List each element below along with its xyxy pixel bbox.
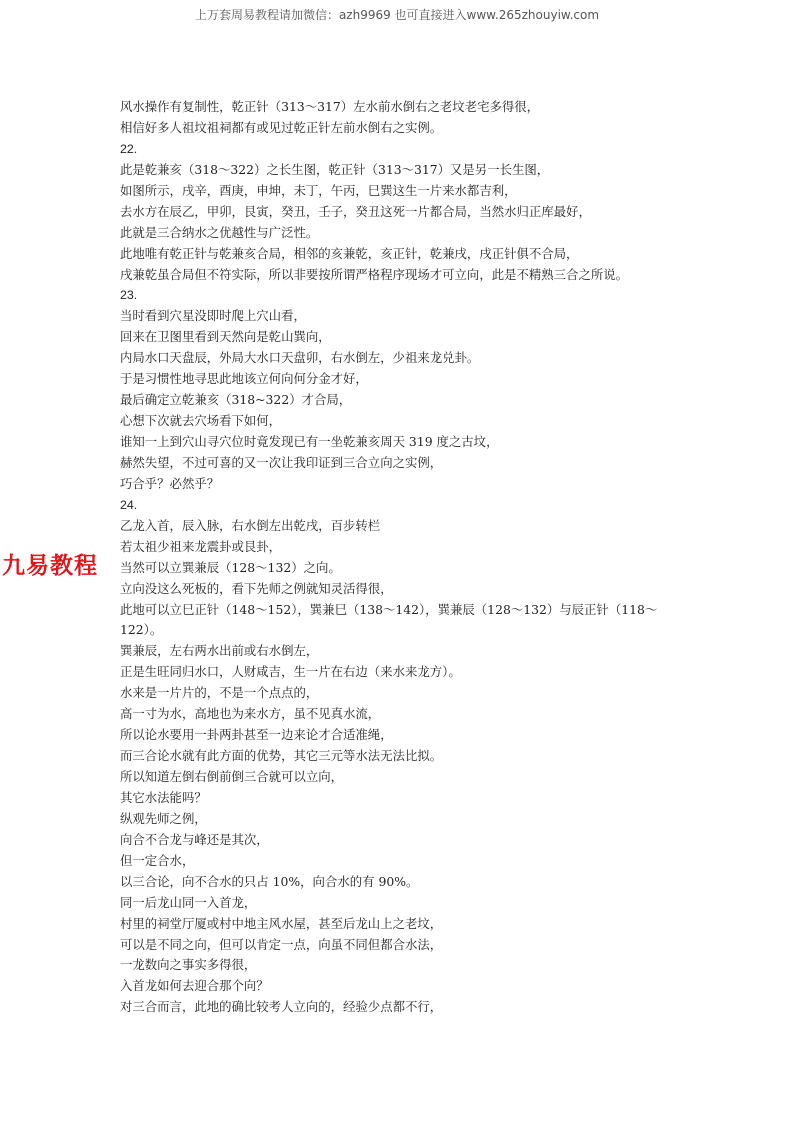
text-line: 水来是一片片的，不是一个点点的， xyxy=(120,685,319,701)
text-line: 回来在卫图里看到天然向是乾山巽向， xyxy=(120,329,331,345)
text-line: 如图所示，戌辛，酉庚，申坤，未丁，午丙，巳巽这生一片来水都吉利， xyxy=(120,182,517,198)
text-line: 去水方在辰乙，甲卯，艮寅，癸丑，壬子，癸丑这死一片都合局，当然水归正库最好， xyxy=(120,203,591,219)
text-line: 此就是三合纳水之优越性与广泛性。 xyxy=(120,224,319,240)
text-line: 正是生旺同归水口，人财咸吉，生一片在右边（来水来龙方）。 xyxy=(120,664,461,680)
text-line: 向合不合龙与峰还是其次， xyxy=(120,831,269,847)
text-line: 所以知道左倒右倒前倒三合就可以立向， xyxy=(120,769,344,784)
text-line: 戌兼乾虽合局但不符实际，所以非要按所谓严格程序现场才可立向，此是不精熟三合之所说。 xyxy=(120,266,629,282)
text-line: 相信好多人祖坟祖祠都有或见过乾正针左前水倒右之实例。 xyxy=(120,119,443,135)
page-header: 上万套周易教程请加微信：azh9969 也可直接进入www.265zhouyiw.com xyxy=(194,8,600,22)
text-line: 村里的祠堂厅厦或村中地主风水屋，甚至后龙山上之老坟， xyxy=(120,915,443,931)
text-line: 入首龙如何去迎合那个向？ xyxy=(120,978,269,994)
text-line: 最后确定立乾兼亥（318~322）才合局， xyxy=(120,392,352,408)
section-number: 23. xyxy=(120,288,138,303)
text-line: 122）。 xyxy=(120,622,163,638)
text-line: 其它水法能吗？ xyxy=(120,789,207,805)
text-line: 纵观先师之例， xyxy=(120,810,207,826)
text-line: 心想下次就去穴场看下如何， xyxy=(120,413,282,429)
text-line: 立向没这么死板的，看下先师之例就知灵活得很， xyxy=(120,580,393,596)
text-line: 一龙数向之事实多得很， xyxy=(120,957,257,973)
text-line: 内局水口天盘辰，外局大水口天盘卯，右水倒左，少祖来龙兑卦。 xyxy=(120,350,480,366)
text-line: 高一寸为水，高地也为来水方，虽不见真水流， xyxy=(120,706,381,722)
section-number: 24. xyxy=(120,497,138,512)
text-line: 赫然失望，不过可喜的又一次让我印证到三合立向之实例， xyxy=(120,454,443,470)
text-line: 巽兼辰，左右两水出前或右水倒左， xyxy=(120,643,319,659)
text-line: 但一定合水， xyxy=(120,852,195,868)
text-line: 此是乾兼亥（318～322）之长生图，乾正针（313～317）又是另一长生图， xyxy=(120,161,550,177)
text-line: 以三合论，向不合水的只占 10%，向合水的有 90%。 xyxy=(120,873,419,889)
text-line: 而三合论水就有此方面的优势，其它三元等水法无法比拟。 xyxy=(120,748,443,764)
text-line: 乙龙入首，辰入脉，右水倒左出乾戌，百步转栏 xyxy=(120,517,381,533)
text-line: 谁知一上到穴山寻穴位时竟发现已有一坐乾兼亥周天 319 度之古坟， xyxy=(120,434,499,449)
text-line: 于是习惯性地寻思此地该立何向何分金才好， xyxy=(120,371,368,387)
text-line: 此地唯有乾正针与乾兼亥合局，相邻的亥兼乾，亥正针，乾兼戌，戌正针俱不合局， xyxy=(120,245,579,261)
text-line: 当时看到穴星没即时爬上穴山看， xyxy=(120,308,306,324)
text-line: 风水操作有复制性，乾正针（313～317）左水前水倒右之老坟老宅多得很， xyxy=(120,99,540,114)
section-number: 22. xyxy=(120,141,138,156)
text-line: 若太祖少祖来龙震卦或艮卦， xyxy=(120,538,282,554)
text-line: 可以是不同之向，但可以肯定一点，向虽不同但都合水法， xyxy=(120,936,443,952)
text-line: 所以论水要用一卦两卦甚至一边来论才合适准绳， xyxy=(120,727,393,743)
document-body xyxy=(120,97,680,1018)
watermark-logo: 九易教程 xyxy=(2,553,98,579)
text-line: 当然可以立巽兼辰（128～132）之向。 xyxy=(120,559,341,575)
text-line: 对三合而言，此地的确比较考人立向的，经验少点都不行， xyxy=(120,999,443,1015)
text-line: 巧合乎？必然乎？ xyxy=(120,475,220,491)
text-line: 此地可以立巳正针（148～152），巽兼巳（138～142），巽兼辰（128～132）与辰正针（118～ xyxy=(120,601,658,617)
text-line: 同一后龙山同一入首龙， xyxy=(120,894,257,910)
